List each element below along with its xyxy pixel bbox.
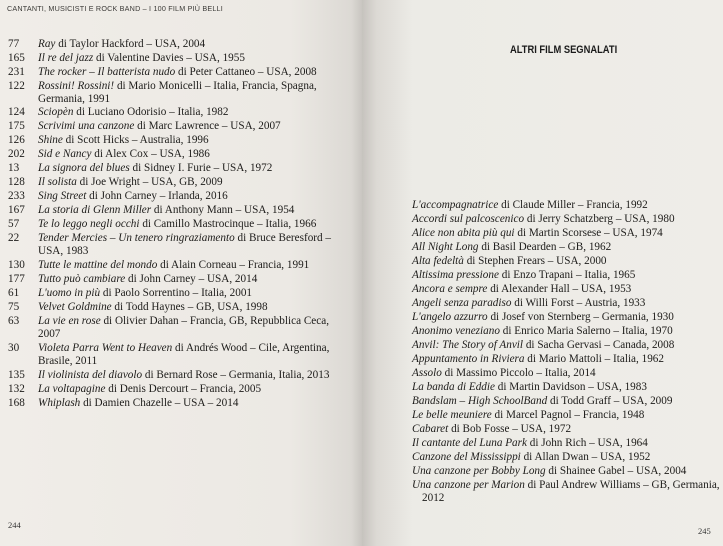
film-details: di Joe Wright – USA, GB, 2009: [76, 176, 223, 188]
entry-page-ref: 233: [8, 190, 25, 202]
list-item: [412, 381, 722, 394]
film-details: di Sidney I. Furie – USA, 1972: [129, 162, 273, 174]
film-details: di Enzo Trapani – Italia, 1965: [498, 269, 636, 281]
film-details: di Camillo Mastrocinque – Italia, 1966: [139, 218, 317, 230]
entry-page-ref: 130: [8, 259, 25, 271]
entry-page-ref: 231: [8, 66, 25, 78]
list-item: [8, 397, 348, 410]
film-title: Canzone del Mississippi: [412, 451, 521, 463]
list-item: [412, 437, 722, 450]
film-details: di Martin Scorsese – USA, 1974: [514, 227, 663, 239]
film-details: di Todd Graff – USA, 2009: [547, 395, 673, 407]
film-title: Il solista: [38, 176, 77, 188]
film-details: di Massimo Piccolo – Italia, 2014: [441, 367, 596, 379]
film-title: Anvil: The Story of Anvil: [412, 339, 524, 351]
film-details: di Sacha Gervasi – Canada, 2008: [523, 339, 675, 351]
list-item: [412, 311, 722, 324]
film-title: Anonimo veneziano: [412, 325, 500, 337]
entry-page-ref: 63: [8, 315, 20, 327]
entry-page-ref: 135: [8, 369, 25, 381]
list-item: [8, 190, 348, 203]
entry-page-ref: 167: [8, 204, 25, 216]
film-details: di Taylor Hackford – USA, 2004: [55, 38, 206, 50]
section-title: ALTRI FILM SEGNALATI: [510, 44, 618, 56]
list-item: [412, 269, 722, 282]
film-details: di Scott Hicks – Australia, 1996: [62, 134, 209, 146]
film-title: Whiplash: [38, 397, 81, 409]
film-details: di Damien Chazelle – USA – 2014: [80, 397, 239, 409]
entry-page-ref: 168: [8, 397, 25, 409]
film-details: di Bernard Rose – Germania, Italia, 2013: [142, 369, 330, 381]
list-item: [412, 353, 722, 366]
entry-page-ref: 61: [8, 287, 20, 299]
film-title: All Night Long: [412, 241, 479, 253]
list-item: [8, 38, 348, 51]
list-item: [8, 369, 348, 382]
entry-page-ref: 77: [8, 38, 20, 50]
film-title: Appuntamento in Riviera: [412, 353, 525, 365]
page-number: 244: [8, 520, 21, 530]
list-item: [8, 204, 348, 217]
film-title: Alice non abita più qui: [412, 227, 515, 239]
film-title: Violeta Parra Went to Heaven: [38, 342, 173, 354]
film-details: di Peter Cattaneo – USA, 2008: [175, 66, 317, 78]
right-page: [362, 0, 723, 546]
list-item: [8, 134, 348, 147]
film-title: La signora del blues: [38, 162, 130, 174]
list-item: [412, 241, 722, 254]
entry-page-ref: 57: [8, 218, 20, 230]
film-title: Bandslam – High SchoolBand: [412, 395, 548, 407]
film-details: di Bruce Beresford – USA, 1983: [38, 232, 332, 257]
list-item: [412, 283, 722, 296]
list-item: [412, 451, 722, 464]
list-item: [412, 325, 722, 338]
film-title: Le belle meuniere: [412, 409, 492, 421]
film-title: Altissima pressione: [412, 269, 499, 281]
film-title: Sciopèn: [38, 106, 74, 118]
entry-page-ref: 75: [8, 301, 20, 313]
list-item: [8, 287, 348, 300]
film-details: di Stephen Frears – USA, 2000: [463, 255, 607, 267]
film-title: Ray: [38, 38, 56, 50]
film-details: di Shainee Gabel – USA, 2004: [545, 465, 687, 477]
film-title: Tutte le mattine del mondo: [38, 259, 158, 271]
film-title: Te lo leggo negli occhi: [38, 218, 140, 230]
film-details: di Luciano Odorisio – Italia, 1982: [73, 106, 229, 118]
film-details: di Josef von Sternberg – Germania, 1930: [487, 311, 674, 323]
list-item: [8, 176, 348, 189]
film-title: La storia di Glenn Miller: [38, 204, 152, 216]
entry-page-ref: 202: [8, 148, 25, 160]
film-details: di Olivier Dahan – Francia, GB, Repubblica Ceca, 2007: [38, 315, 330, 340]
film-title: Shine: [38, 134, 63, 146]
entry-page-ref: 22: [8, 232, 20, 244]
film-details: di Claude Miller – Francia, 1992: [498, 199, 648, 211]
film-details: di John Carney – USA, 2014: [125, 273, 258, 285]
film-details: di Valentine Davies – USA, 1955: [93, 52, 245, 64]
film-title: Alta fedeltà: [412, 255, 464, 267]
list-item: [8, 162, 348, 175]
entry-page-ref: 132: [8, 383, 25, 395]
film-title: Una canzone per Marion: [412, 479, 525, 491]
list-item: [8, 148, 348, 161]
film-title: Velvet Goldmine: [38, 301, 112, 313]
entry-page-ref: 124: [8, 106, 25, 118]
list-item: [412, 479, 722, 505]
film-title: Ancora e sempre: [412, 283, 488, 295]
film-title: The rocker – Il batterista nudo: [38, 66, 176, 78]
list-item: [412, 465, 722, 478]
film-details: di Mario Monicelli – Italia, Francia, Spagna, Germania, 1991: [38, 80, 317, 105]
film-details: di Enrico Maria Salerno – Italia, 1970: [499, 325, 673, 337]
film-details: di Willi Forst – Austria, 1933: [511, 297, 646, 309]
list-item: [8, 218, 348, 231]
film-details: di Marcel Pagnol – Francia, 1948: [491, 409, 645, 421]
list-item: [8, 259, 348, 272]
list-item: [8, 273, 348, 286]
list-item: [8, 301, 348, 314]
page-number: 245: [698, 526, 711, 536]
film-details: di Todd Haynes – GB, USA, 1998: [111, 301, 268, 313]
entry-page-ref: 175: [8, 120, 25, 132]
film-title: Tutto può cambiare: [38, 273, 126, 285]
list-item: [8, 106, 348, 119]
film-title: La banda di Eddie: [412, 381, 495, 393]
film-details: di Marc Lawrence – USA, 2007: [134, 120, 281, 132]
film-title: Cabaret: [412, 423, 449, 435]
list-item: [412, 423, 722, 436]
list-item: [8, 315, 348, 341]
list-item: [412, 367, 722, 380]
film-title: Una canzone per Bobby Long: [412, 465, 546, 477]
running-header: CANTANTI, MUSICISTI E ROCK BAND – I 100 FILM PIÙ BELLI: [7, 4, 223, 13]
list-item: [412, 409, 722, 422]
list-item: [412, 255, 722, 268]
film-title: Sid e Nancy: [38, 148, 92, 160]
list-item: [8, 383, 348, 396]
entry-page-ref: 165: [8, 52, 25, 64]
film-details: di Bob Fosse – USA, 1972: [448, 423, 572, 435]
list-item: [412, 199, 722, 212]
entry-page-ref: 122: [8, 80, 25, 92]
film-title: Tender Mercies – Un tenero ringraziamento: [38, 232, 235, 244]
film-details: di John Rich – USA, 1964: [526, 437, 648, 449]
film-title: Accordi sul palcoscenico: [412, 213, 525, 225]
entry-page-ref: 177: [8, 273, 25, 285]
list-item: [412, 213, 722, 226]
film-details: di Martin Davidson – USA, 1983: [494, 381, 647, 393]
film-details: di John Carney – Irlanda, 2016: [86, 190, 228, 202]
film-title: L'angelo azzurro: [412, 311, 488, 323]
entry-page-ref: 126: [8, 134, 25, 146]
film-details: di Allan Dwan – USA, 1952: [520, 451, 651, 463]
list-item: [412, 227, 722, 240]
film-details: di Alain Corneau – Francia, 1991: [157, 259, 310, 271]
film-title: La vie en rose: [38, 315, 101, 327]
entry-page-ref: 30: [8, 342, 20, 354]
list-item: [8, 80, 348, 106]
film-details: di Alex Cox – USA, 1986: [91, 148, 210, 160]
list-item: [8, 232, 348, 258]
film-details: di Paul Andrew Williams – GB, Germania, 2012: [422, 479, 720, 504]
film-title: Il violinista del diavolo: [38, 369, 143, 381]
list-item: [412, 395, 722, 408]
film-details: di Basil Dearden – GB, 1962: [478, 241, 612, 253]
list-item: [412, 297, 722, 310]
film-title: La voltapagine: [38, 383, 106, 395]
film-title: Rossini! Rossini!: [38, 80, 115, 92]
film-details: di Paolo Sorrentino – Italia, 2001: [100, 287, 253, 299]
film-details: di Mario Mattoli – Italia, 1962: [524, 353, 664, 365]
film-title: Assolo: [412, 367, 442, 379]
film-details: di Jerry Schatzberg – USA, 1980: [524, 213, 675, 225]
film-title: L'accompagnatrice: [412, 199, 499, 211]
film-details: di Andrés Wood – Cile, Argentina, Brasile, 2011: [38, 342, 330, 367]
film-title: Il re del jazz: [38, 52, 94, 64]
list-item: [412, 339, 722, 352]
film-details: di Denis Dercourt – Francia, 2005: [105, 383, 262, 395]
film-title: Angeli senza paradiso: [412, 297, 512, 309]
entry-page-ref: 128: [8, 176, 25, 188]
entry-page-ref: 13: [8, 162, 20, 174]
film-title: Sing Street: [38, 190, 87, 202]
film-title: Scrivimi una canzone: [38, 120, 135, 132]
film-details: di Alexander Hall – USA, 1953: [487, 283, 632, 295]
list-item: [8, 66, 348, 79]
list-item: [8, 52, 348, 65]
list-item: [8, 342, 348, 368]
film-title: Il cantante del Luna Park: [412, 437, 527, 449]
film-title: L'uomo in più: [38, 287, 101, 299]
film-details: di Anthony Mann – USA, 1954: [151, 204, 295, 216]
list-item: [8, 120, 348, 133]
